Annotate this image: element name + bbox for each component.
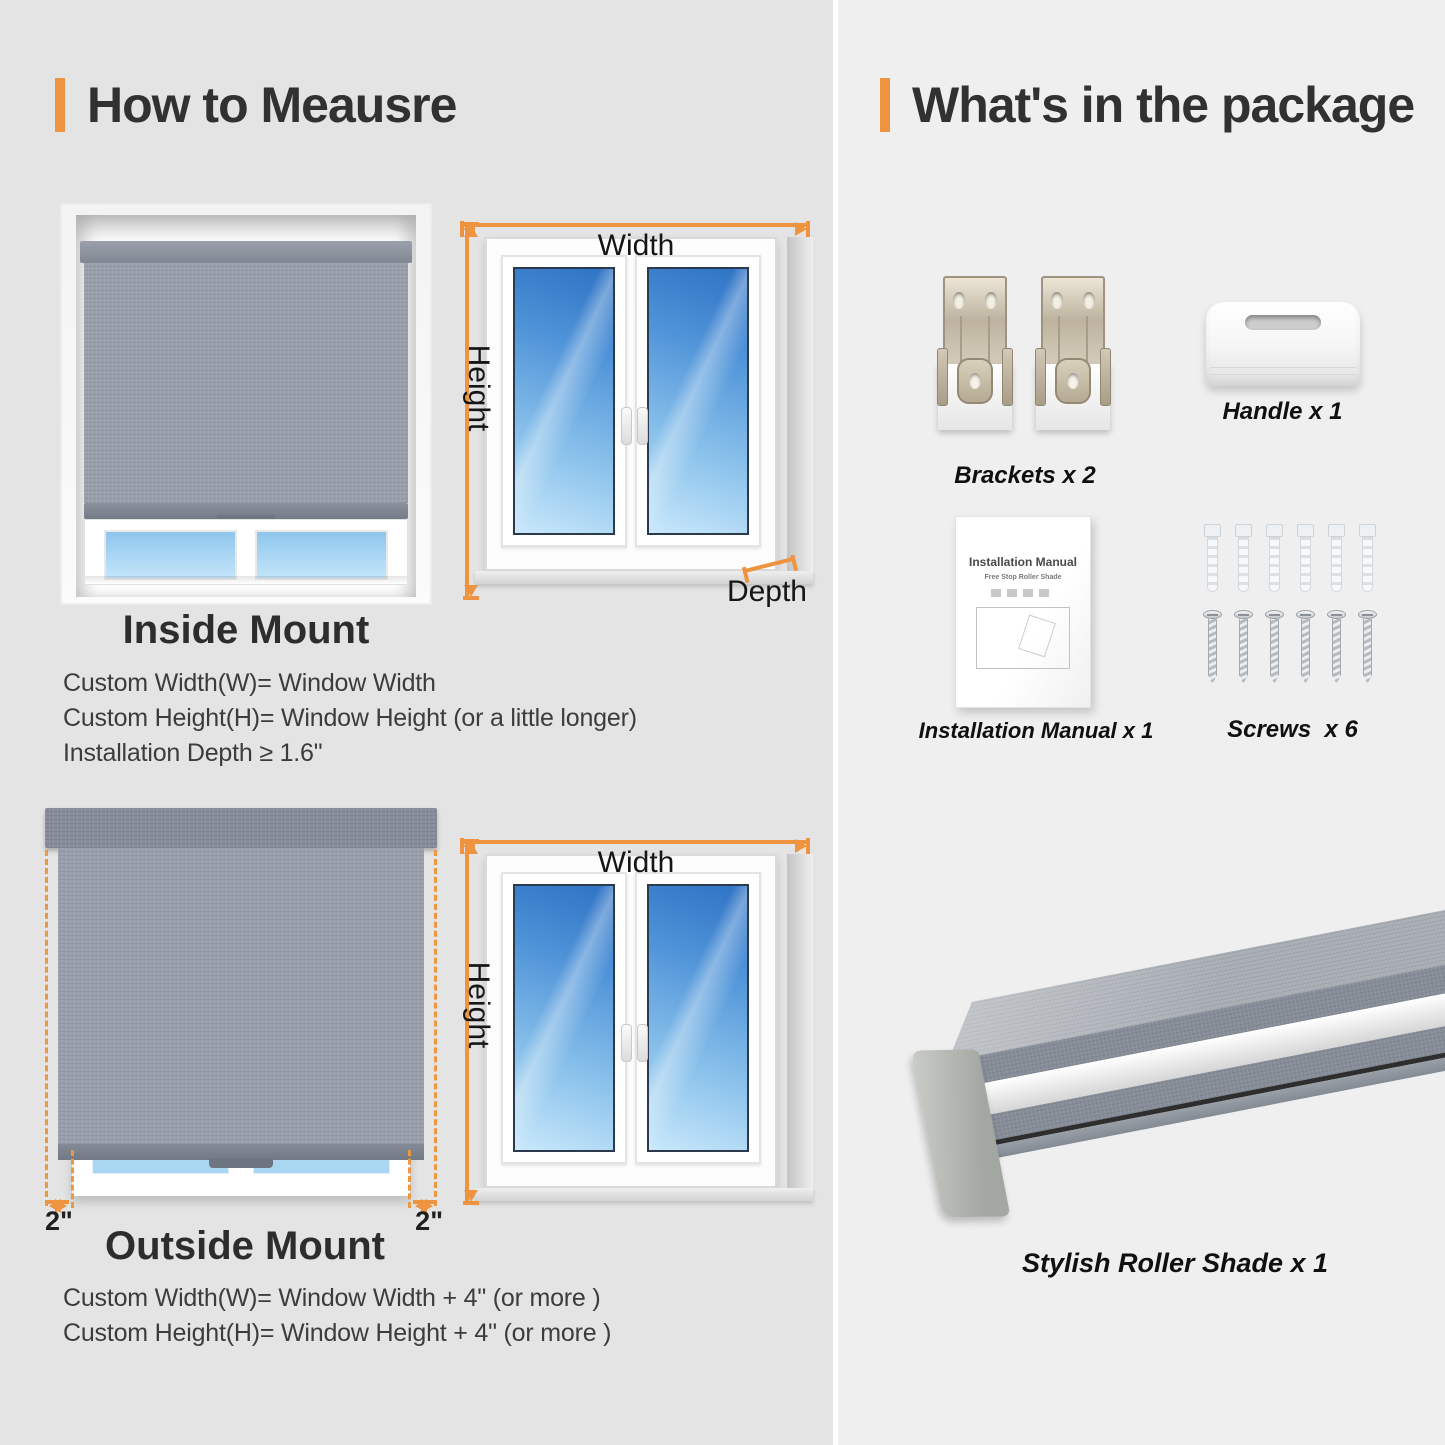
handle-label: Handle x 1: [1222, 398, 1343, 425]
spec-line: Custom Height(H)= Window Height (or a little longer): [63, 704, 637, 732]
heading-text: What's in the package: [912, 77, 1415, 133]
window-pane: [255, 530, 388, 580]
bracket: [1036, 276, 1110, 430]
overhang-label-left: 2": [45, 1206, 73, 1236]
screws-label: Screws x 6: [1227, 716, 1358, 743]
window-glass: [647, 884, 749, 1152]
bracket-side-tab: [1100, 348, 1111, 406]
bracket-side-tab: [1035, 348, 1046, 406]
shade-cassette: [80, 241, 412, 263]
depth-label: Depth: [726, 575, 807, 608]
accent-bar: [880, 78, 890, 132]
handle-image: [1206, 302, 1360, 386]
outside-mount-caption: Outside Mount: [105, 1224, 385, 1268]
bracket-groove: [960, 316, 990, 362]
dashed-guide-right: [434, 850, 437, 1206]
width-measure-arrow: [461, 840, 809, 844]
window-sash-right: [635, 255, 761, 547]
outside-mount-photo: [45, 806, 443, 1242]
window-lower-frame: [84, 519, 408, 585]
window-glass: [513, 884, 615, 1152]
bracket: [938, 276, 1012, 430]
manual-label: Installation Manual x 1: [918, 718, 1154, 743]
recess-wall: [787, 854, 813, 1192]
shade-cassette: [45, 808, 437, 848]
window-frame: [485, 854, 777, 1188]
manual-cover-icons: [991, 589, 1055, 597]
handle-seam: [1210, 374, 1356, 375]
window-glass: [513, 267, 615, 535]
window-recess: [76, 215, 416, 597]
recess-wall: [787, 237, 813, 575]
screws-image: [1204, 610, 1376, 684]
shade-handle-tab: [209, 1158, 273, 1168]
screw: [1235, 610, 1252, 684]
screw: [1359, 610, 1376, 684]
window-sash-left: [501, 872, 627, 1164]
sill-shadow: [85, 576, 407, 584]
overhang-arrow-right: [413, 1200, 435, 1204]
dashed-guide-window-left: [71, 1150, 74, 1208]
width-label: Width: [597, 229, 675, 262]
wall-anchor: [1204, 524, 1221, 592]
width-measure-arrow: [461, 223, 809, 227]
heading-text: How to Meausre: [87, 77, 457, 133]
inside-mount-caption: Inside Mount: [122, 608, 370, 652]
manual-cover-subtitle: Free Stop Roller Shade: [984, 574, 1062, 581]
wall-anchor: [1266, 524, 1283, 592]
roller-shade-cassette: [934, 895, 1445, 1235]
wall-anchor: [1359, 524, 1376, 592]
manual-cover-title: Installation Manual: [968, 555, 1077, 569]
bracket-side-tab: [1002, 348, 1013, 406]
roller-shade-label: Stylish Roller Shade x 1: [1021, 1248, 1329, 1278]
window-handle: [637, 1024, 648, 1062]
bracket-mount-plate: [1055, 358, 1091, 404]
window-handle: [621, 1024, 632, 1062]
bracket-mount-plate: [957, 358, 993, 404]
overhang-arrow-left: [47, 1200, 69, 1204]
screw: [1297, 610, 1314, 684]
spec-line: Custom Width(W)= Window Width: [63, 669, 436, 697]
dashed-guide-left: [45, 850, 48, 1206]
window-glass: [647, 267, 749, 535]
screw: [1266, 610, 1283, 684]
screw: [1204, 610, 1221, 684]
window-diagram-inside: [455, 213, 817, 613]
panel-divider: [833, 0, 838, 1445]
accent-bar: [55, 78, 65, 132]
wall-anchor: [1328, 524, 1345, 592]
window-sash-right: [635, 872, 761, 1164]
window-handle: [637, 407, 648, 445]
shade-fabric: [58, 848, 424, 1144]
bracket-side-tab: [937, 348, 948, 406]
width-label: Width: [597, 846, 675, 879]
outside-mount-specs: [63, 1281, 611, 1351]
spec-line: Custom Width(W)= Window Width + 4" (or more ): [63, 1284, 601, 1312]
inside-mount-photo: [60, 203, 432, 605]
wall-anchor: [1235, 524, 1252, 592]
handle-seam: [1210, 367, 1356, 368]
bracket-groove: [1058, 316, 1088, 362]
handle-slot: [1245, 315, 1321, 330]
overhang-label-right: 2": [415, 1206, 443, 1236]
brackets-label: Brackets x 2: [954, 462, 1096, 489]
how-to-measure-heading: [55, 76, 456, 134]
spec-line: Custom Height(H)= Window Height + 4" (or more ): [63, 1319, 612, 1347]
installation-manual-image: [955, 516, 1091, 708]
shade-fabric: [84, 263, 408, 503]
window-diagram-outside: [455, 830, 817, 1230]
wall-anchors-image: [1204, 524, 1376, 592]
window-sill: [475, 1188, 813, 1201]
wall-anchor: [1297, 524, 1314, 592]
package-contents-heading: [880, 76, 1414, 134]
height-label: Height: [462, 961, 495, 1049]
brackets-image: [938, 276, 1110, 430]
dashed-guide-window-right: [408, 1150, 411, 1208]
inside-mount-specs: [63, 666, 637, 771]
height-label: Height: [462, 344, 495, 432]
screw: [1328, 610, 1345, 684]
spec-line: Installation Depth ≥ 1.6": [63, 739, 323, 767]
roller-shade-image: [895, 855, 1445, 1235]
window-handle: [621, 407, 632, 445]
window-sash-left: [501, 255, 627, 547]
manual-cover-diagram: [976, 607, 1070, 669]
window-pane: [104, 530, 237, 580]
window-frame: [485, 237, 777, 571]
